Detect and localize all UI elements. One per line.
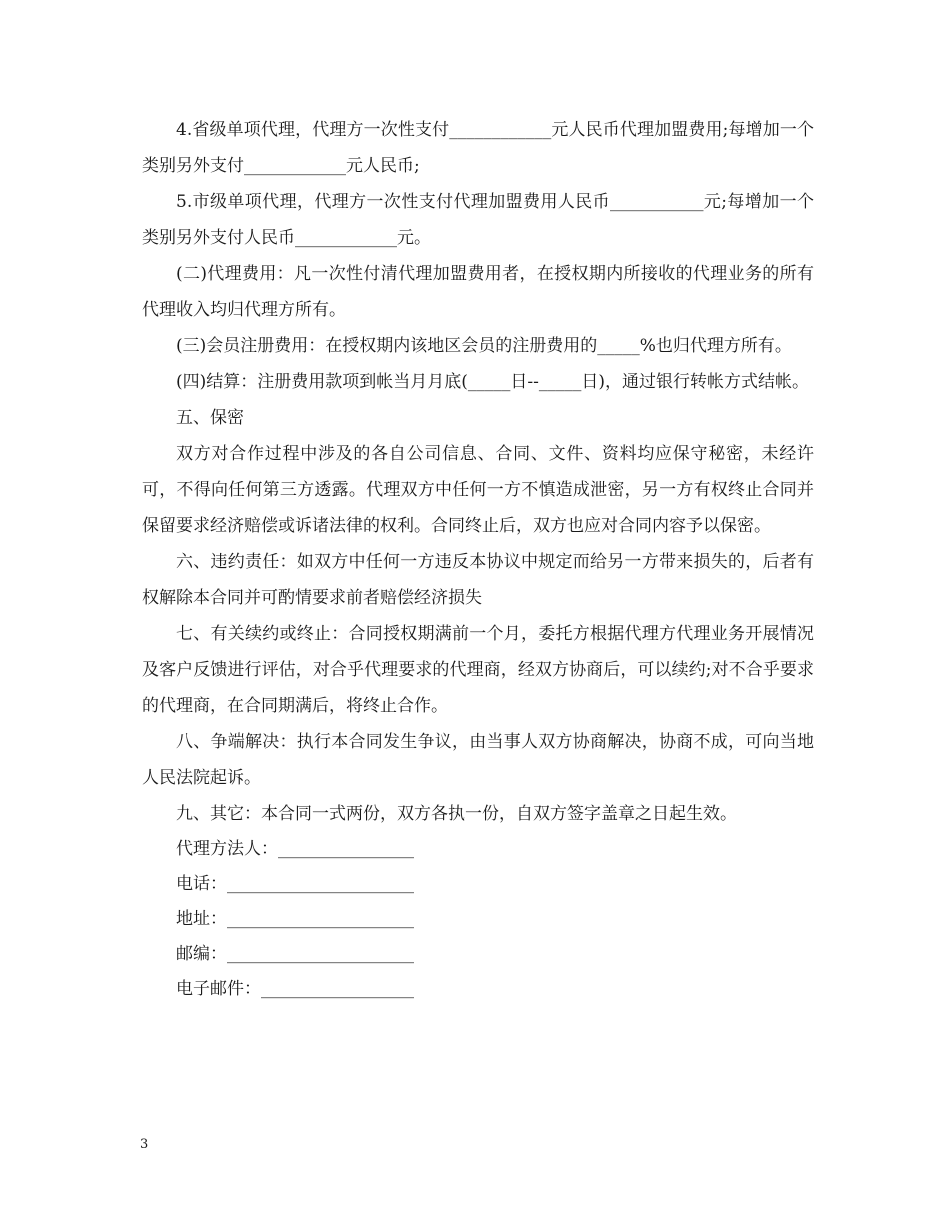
- signature-field-legal-person: 代理方法人：________________: [176, 839, 414, 859]
- signature-field-postcode: 邮编：______________________: [176, 944, 414, 964]
- page-number: 3: [140, 1137, 149, 1152]
- clause-provincial-agency: 4.省级单项代理，代理方一次性支付____________元人民币代理加盟费用;每增加一个类别另外支付____________元人民币;: [142, 120, 814, 176]
- signature-field-address: 地址：______________________: [176, 909, 414, 929]
- signature-field-phone: 电话：______________________: [176, 874, 414, 894]
- clause-breach-liability: 六、违约责任：如双方中任何一方违反本协议中规定而给另一方带来损失的，后者有权解除本合同并可酌情要求前者赔偿经济损失: [142, 552, 814, 608]
- section-heading-confidentiality: 五、保密: [176, 408, 244, 428]
- document-body: [142, 112, 814, 1007]
- clause-agency-fees: (二)代理费用：凡一次性付清代理加盟费用者，在授权期内所接收的代理业务的所有代理收入均归代理方所有。: [142, 264, 814, 320]
- clause-member-registration-fees: (三)会员注册费用：在授权期内该地区会员的注册费用的_____%也归代理方所有。: [176, 336, 792, 356]
- signature-field-email: 电子邮件：__________________: [176, 979, 414, 999]
- clause-renewal-termination: 七、有关续约或终止：合同授权期满前一个月，委托方根据代理方代理业务开展情况及客户反馈进行评估，对合乎代理要求的代理商，经双方协商后，可以续约;对不合乎要求的代理商，在合同期满后，将终止合作。: [142, 624, 814, 716]
- clause-settlement: (四)结算：注册费用款项到帐当月月底(_____日--_____日)，通过银行转帐方式结帐。: [176, 372, 810, 392]
- signature-block: [142, 832, 814, 1007]
- clause-confidentiality: 双方对合作过程中涉及的各自公司信息、合同、文件、资料均应保守秘密，未经许可，不得向任何第三方透露。代理双方中任何一方不慎造成泄密，另一方有权终止合同并保留要求经济赔偿或诉诸法律的权利。合同终止后，双方也应对合同内容予以保密。: [142, 444, 814, 536]
- clause-miscellaneous: 九、其它：本合同一式两份，双方各执一份，自双方签字盖章之日起生效。: [176, 804, 737, 824]
- clause-municipal-agency: 5.市级单项代理，代理方一次性支付代理加盟费用人民币___________元;每增加一个类别另外支付人民币____________元。: [142, 192, 814, 248]
- clause-dispute-resolution: 八、争端解决：执行本合同发生争议，由当事人双方协商解决，协商不成，可向当地人民法院起诉。: [142, 732, 814, 788]
